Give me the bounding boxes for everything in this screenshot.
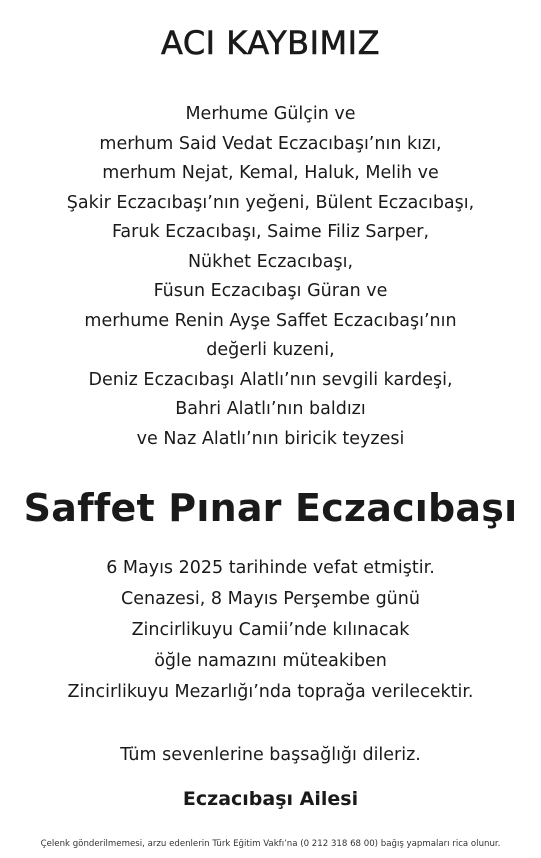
relatives-line: Deniz Eczacıbaşı Alatlı’nın sevgili kardeşi, (88, 369, 453, 390)
footnote: Çelenk gönderilmemesi, arzu edenlerin Türk Eğitim Vakfı’na (0 212 318 68 00) bağış yapmaları rica olunur. (40, 839, 501, 849)
relatives-line: Füsun Eczacıbaşı Güran ve (153, 281, 388, 301)
relatives-line: merhum Said Vedat Eczacıbaşı’nın kızı, (99, 133, 442, 154)
detail-line: öğle namazını müteakiben (154, 651, 387, 671)
detail-line: Zincirlikuyu Camii’nde kılınacak (131, 620, 410, 640)
detail-line: Cenazesi, 8 Mayıs Perşembe günü (121, 589, 420, 609)
relatives-line: Nükhet Eczacıbaşı, (187, 251, 354, 272)
relatives-line: merhum Nejat, Kemal, Haluk, Melih ve (102, 163, 439, 183)
funeral-details (0, 553, 541, 708)
notice-heading: ACI KAYBIMIZ (160, 24, 380, 62)
relatives-list (0, 100, 541, 454)
detail-line: 6 Mayıs 2025 tarihinde vefat etmiştir. (106, 558, 435, 578)
family-signature: Eczacıbaşı Ailesi (182, 788, 359, 810)
relatives-line: merhume Renin Ayşe Saffet Eczacıbaşı’nın (84, 310, 457, 331)
detail-line: Zincirlikuyu Mezarlığı’nda toprağa verilecektir. (67, 682, 474, 702)
relatives-line: Bahri Alatlı’nın baldızı (175, 399, 366, 419)
relatives-line: değerli kuzeni, (206, 340, 335, 360)
relatives-line: Faruk Eczacıbaşı, Saime Filiz Sarper, (111, 222, 430, 242)
relatives-line: Şakir Eczacıbaşı’nın yeğeni, Bülent Eczacıbaşı, (66, 192, 475, 213)
relatives-line: Merhume Gülçin ve (185, 104, 356, 124)
condolence-message: Tüm sevenlerine başsağlığı dileriz. (120, 745, 421, 765)
relatives-line: ve Naz Alatlı’nın biricik teyzesi (136, 428, 405, 449)
deceased-name: Saffet Pınar Eczacıbaşı (23, 486, 518, 530)
